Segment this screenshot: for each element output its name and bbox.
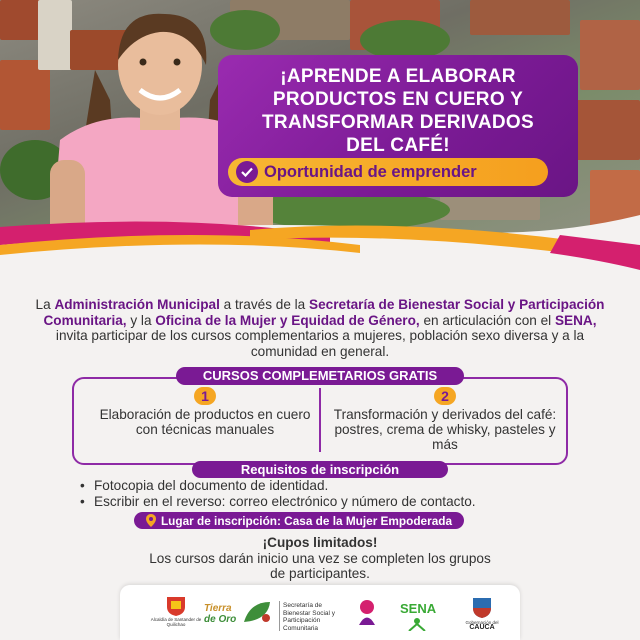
sena-icon [407,617,427,631]
headline-line-1: ¡APRENDE A ELABORAR [280,66,516,87]
requirement-item: • Fotocopia del documento de identidad. [80,478,580,494]
opportunity-text: Oportunidad de emprender [264,162,477,181]
headline-line-3: TRANSFORMAR DERIVADOS [262,112,534,133]
tierra-de-oro-logo: Tierra de Oro [204,603,237,625]
location-pill [134,512,464,529]
check-icon [236,161,258,183]
headline-line-4: DEL CAFÉ! [346,135,450,156]
decorative-swoosh [0,205,640,295]
course-item-2 [330,387,560,452]
course-text-2: Transformación y derivados del café: postres, crema de whisky, pasteles y más [333,407,557,452]
intro-bold-secretaria: Secretaría de Bienestar Social y Participación Comunitaria, [43,297,605,328]
alcaldia-shield-icon [165,595,187,617]
opportunity-pill [228,158,548,186]
course-number-1: 1 [194,387,216,405]
course-text-1: Elaboración de productos en cuero con técnicas manuales [99,407,311,437]
sena-logo: SENA [400,601,437,616]
cupos-section [140,535,500,581]
requirements-list [80,478,580,510]
footer-divider [279,601,280,631]
gobernacion-cauca-logo: Gobernación del CAUCA [465,620,499,631]
cupos-heading: ¡Cupos limitados! [262,535,378,550]
oficina-mujer-logo [355,598,379,626]
intro-paragraph: La Administración Municipal a través de la Secretaría de Bienestar Social y Participación Comunitaria, y la Oficina de la Mujer y Equidad de Género, en articulación con el SENA, invita participar de los cursos complementarios a mujeres, población sexo diversa y a la comunidad en general. [35,297,605,359]
requirement-item: • Escribir en el reverso: correo electrónico y número de contacto. [80,494,580,510]
location-pin-icon [146,514,156,527]
coffee-leaf-icon [240,598,276,626]
course-number-2: 2 [434,387,456,405]
course-divider [319,388,321,452]
alcaldia-logo: Alcaldía de Santander de Quilichao [150,595,202,627]
cauca-shield-icon [470,596,494,620]
intro-bold-oficina: Oficina de la Mujer y Equidad de Género, [155,312,420,328]
courses-title: CURSOS COMPLEMETARIOS GRATIS [176,367,464,385]
headline-line-2: PRODUCTOS EN CUERO Y [272,89,524,110]
intro-bold-administracion: Administración Municipal [54,297,220,312]
course-item-1 [90,387,320,437]
cupos-text: Los cursos darán inicio una vez se completen los grupos de participantes. [149,551,491,581]
location-text: Lugar de inscripción: Casa de la Mujer Empoderada [160,513,453,528]
secretaria-logo-text: Secretaría de Bienestar Social y Participación Comunitaria [283,602,336,632]
requirements-title: Requisitos de inscripción [192,461,448,478]
intro-bold-sena: SENA, [554,312,597,328]
